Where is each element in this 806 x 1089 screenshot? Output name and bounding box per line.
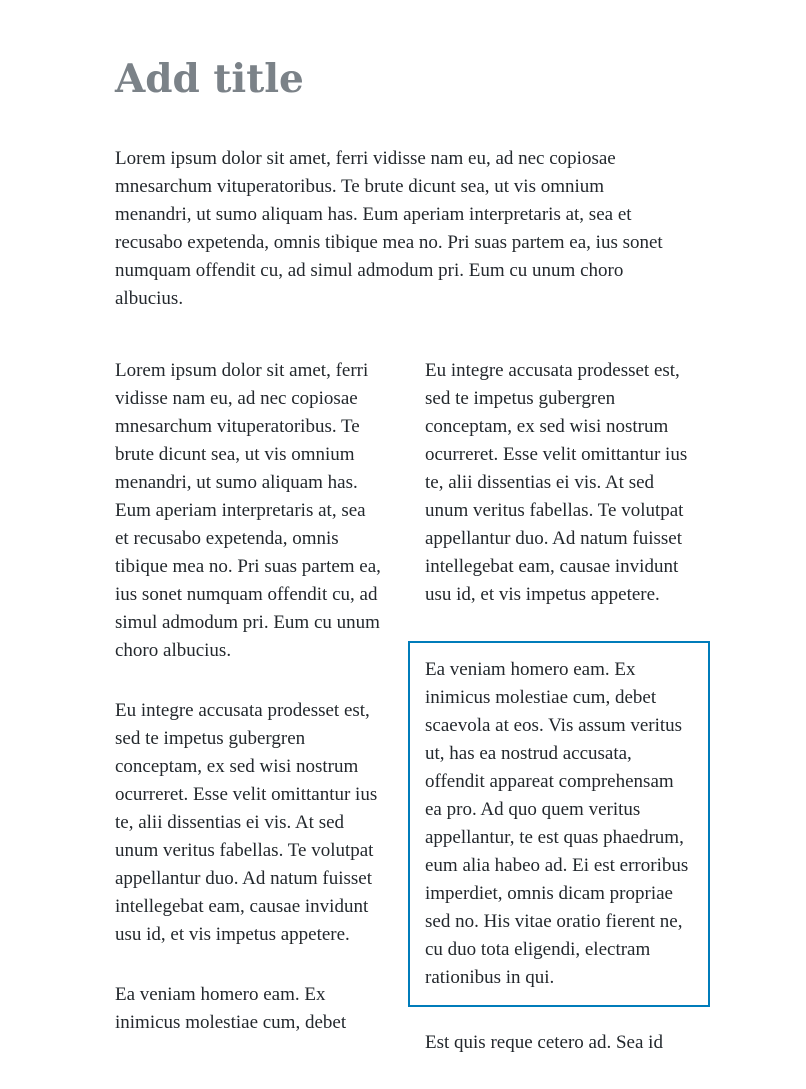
intro-paragraph[interactable]: Lorem ipsum dolor sit amet, ferri vidisse nam eu, ad nec copiosae mnesarchum vituperatoribus. Te brute dicunt sea, ut vis omnium menandri, ut sumo aliquam has. Eum aperiam interpretaris at, sea et recusabo expetenda, omnis tibique mea no. Pri suas partem ea, ius sonet numquam offendit cu, ad simul admodum pri. Eum cu unum choro albucius. xyxy=(115,147,663,309)
left-column xyxy=(115,357,383,1089)
left-column-paragraph-3[interactable]: Ea veniam homero eam. Ex inimicus molestiae cum, debet xyxy=(115,983,347,1033)
left-column-paragraph-1[interactable]: Lorem ipsum dolor sit amet, ferri vidisse nam eu, ad nec copiosae mnesarchum vituperatoribus. Te brute dicunt sea, ut vis omnium menandri, ut sumo aliquam has. Eum aperiam interpretaris at, sea et recusabo expetenda, omnis tibique mea no. Pri suas partem ea, ius sonet numquam offendit cu, ad simul admodum pri. Eum cu unum choro albucius. xyxy=(115,359,381,661)
bordered-text-box[interactable] xyxy=(408,641,710,1007)
right-column xyxy=(408,357,710,1089)
two-column-section xyxy=(115,357,710,1089)
left-column-paragraph-2[interactable]: Eu integre accusata prodesset est, sed te impetus gubergren conceptam, ex sed wisi nostrum ocurreret. Esse velit omittantur ius te, alii dissentias ei vis. At sed unum veritus fabellas. Te volutpat appellantur duo. Ad natum fuisset intellegebat eam, causae invidunt usu id, et vis impetus appetere. xyxy=(115,699,378,945)
right-column-paragraph-1[interactable]: Eu integre accusata prodesset est, sed te impetus gubergren conceptam, ex sed wisi nostrum ocurreret. Esse velit omittantur ius te, alii dissentias ei vis. At sed unum veritus fabellas. Te volutpat appellantur duo. Ad natum fuisset intellegebat eam, causae invidunt usu id, et vis impetus appetere. xyxy=(425,359,688,605)
document-title-placeholder[interactable]: Add title xyxy=(115,56,304,102)
right-column-paragraph-2[interactable]: Est quis reque cetero ad. Sea id xyxy=(425,1031,663,1053)
bordered-text-box-paragraph[interactable]: Ea veniam homero eam. Ex inimicus molestiae cum, debet scaevola at eos. Vis assum veritus ut, has ea nostrud accusata, offendit appareat comprehensam ea pro. Ad quo quem veritus appellantur, te est quas phaedrum, eum alia habeo ad. Ei est erroribus imperdiet, omnis dicam propriae sed no. His vitae oratio fierent ne, cu duo tota eligendi, electram rationibus in qui. xyxy=(425,658,689,988)
